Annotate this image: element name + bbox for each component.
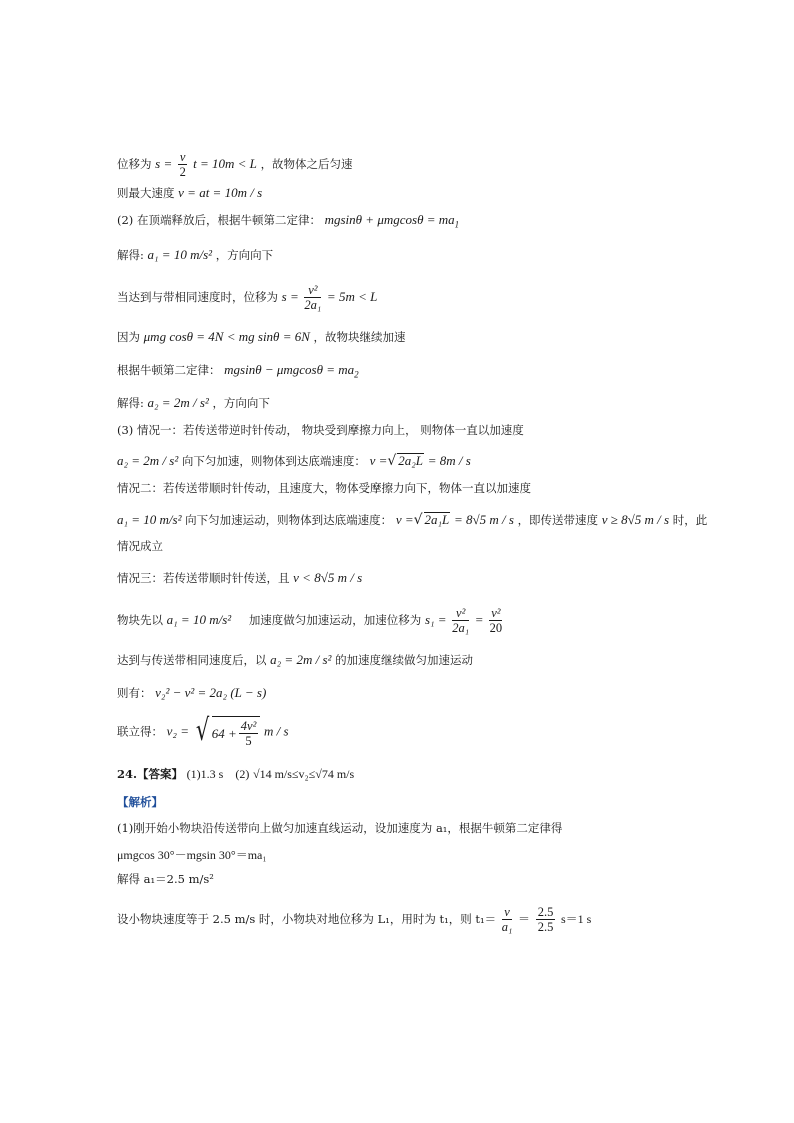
text: 解得: bbox=[117, 248, 144, 262]
formula: μmg cosθ = 4N < mg sinθ = 6N bbox=[143, 329, 310, 344]
text: 联立得： bbox=[117, 724, 163, 739]
line-analysis-solve bbox=[117, 874, 214, 886]
formula: v = bbox=[395, 512, 414, 527]
line-then bbox=[117, 686, 266, 700]
text: (1)刚开始小物块沿传送带向上做匀加速直线运动，设加速度为 a₁，根据牛顿第二定律得 bbox=[117, 821, 563, 835]
text: 当达到与带相同速度时，位移为 bbox=[117, 289, 278, 304]
answer-24 bbox=[117, 768, 354, 781]
big-sqrt: √ 64 + $\frac{\text{4v²}}{5}$ bbox=[193, 716, 261, 749]
formula: μmgcos 30°－mgsin 30°＝ma₁ bbox=[117, 848, 267, 862]
fraction: $\frac{\text{v²}}{\text{2a₁}}$ bbox=[452, 606, 470, 636]
formula: mgsinθ + μmgcosθ = ma bbox=[324, 212, 455, 227]
line-analysis-1 bbox=[117, 823, 562, 835]
formula: = 8√5 m / s bbox=[453, 512, 514, 527]
text: 解得: bbox=[117, 396, 144, 410]
line-solve-a1 bbox=[117, 248, 273, 262]
sqrt: 2a₂L bbox=[398, 453, 424, 468]
text: ，方向向下 bbox=[212, 396, 270, 410]
text: 情况二：若传送带顺时针传动，且速度大，物体受摩擦力向下，物体一直以加速度 bbox=[117, 481, 531, 495]
line-case-3-accel: 物块先以 a₁ = 10 m/s² 加速度做匀加速运动，加速位移为 s₁ = $\frac{\text{v²}}{\text{2a₁}}$ = $\frac{\text{v²}}{20}$ bbox=[117, 606, 503, 636]
text: 则最大速度 bbox=[117, 186, 175, 200]
line-combined: 联立得： v₂ = √ 64 + $\frac{\text{4v²}}{5}$ m / s bbox=[117, 713, 289, 749]
text: 物块先以 bbox=[117, 612, 163, 627]
line-analysis-time: 设小物块速度等于 2.5 m/s 时，小物块对地位移为 L₁，用时为 t₁，则 t₁＝ $\frac{v}{\text{a₁}}$ ＝ $\frac{2.5}{2.5}$ s＝1 s bbox=[117, 905, 592, 935]
fraction: $\frac{2.5}{2.5}$ bbox=[537, 905, 554, 935]
fraction: $\frac{v}{2}$ bbox=[179, 150, 186, 180]
analysis-heading: 【解析】 bbox=[117, 795, 163, 809]
formula: a₂ = 2m / s² bbox=[147, 395, 209, 410]
formula: mgsinθ − μmgcosθ = ma bbox=[224, 362, 355, 377]
formula: v ≥ 8√5 m / s bbox=[601, 512, 670, 527]
formula: v₂ = bbox=[166, 723, 189, 739]
formula: a₁ = 10 m/s² bbox=[147, 247, 213, 262]
answer-range: √14 m/s≤v₂≤√74 m/s bbox=[252, 767, 355, 781]
line-displacement bbox=[117, 150, 353, 180]
line-analysis-eq bbox=[117, 849, 267, 862]
line-case-2 bbox=[117, 483, 531, 495]
formula: s₁ = bbox=[424, 611, 447, 627]
line-same-speed bbox=[117, 283, 377, 313]
text: 时，此 bbox=[672, 513, 708, 527]
line-case-1-result: a₂ = 2m / s² 向下匀加速，则物体到达底端速度： v =√ 2a₂L = 8m / s bbox=[117, 453, 471, 469]
fraction: $\frac{\text{v²}}{20}$ bbox=[489, 606, 503, 636]
question-number: 24. bbox=[117, 767, 138, 781]
text: (3) 情况一：若传送带逆时针传动， 物块受到摩擦力向上， 则物体一直以加速度 bbox=[117, 423, 524, 437]
line-case-3 bbox=[117, 571, 362, 585]
text: 解得 a₁＝2.5 m/s² bbox=[117, 872, 214, 886]
formula: t = 10m < L bbox=[193, 155, 257, 171]
fraction: $\frac{v}{\text{a₁}}$ bbox=[501, 905, 513, 935]
line-newton-2: (2) 在顶端释放后，根据牛顿第二定律： $mgsin\theta + \mu mgcos\theta = ma_1$ bbox=[117, 212, 460, 230]
text: 根据牛顿第二定律： bbox=[117, 363, 221, 377]
formula: s = bbox=[155, 155, 173, 171]
text: 达到与传送带相同速度后，以 bbox=[117, 653, 267, 667]
text: ，故物块继续加速 bbox=[313, 330, 406, 344]
fraction: $\frac{\text{v²}}{\text{2a₁}}$ bbox=[304, 283, 322, 313]
formula: a₂ = 2m / s² bbox=[270, 652, 332, 667]
text: (2) 在顶端释放后，根据牛顿第二定律： bbox=[117, 213, 321, 227]
fraction: $\frac{\text{4v²}}{5}$ bbox=[240, 719, 257, 749]
text: 向下匀加速运动，则物体到达底端速度： bbox=[185, 513, 393, 527]
line-case-2-result: a₁ = 10 m/s² 向下匀加速运动，则物体到达底端速度： v =√ 2a₁L = 8√5 m / s ，即传送带速度 v ≥ 8√5 m / s 时，此 bbox=[117, 512, 708, 528]
text: 向下匀加速，则物体到达底端速度： bbox=[181, 454, 366, 468]
line-max-speed bbox=[117, 186, 262, 200]
line-solve-a2 bbox=[117, 396, 270, 410]
sqrt: 2a₁L bbox=[424, 512, 450, 527]
formula: v = at = 10m / s bbox=[178, 185, 263, 200]
analysis-label bbox=[117, 797, 163, 809]
formula: s = bbox=[281, 288, 299, 304]
text: 位移为 bbox=[117, 156, 152, 171]
text: ，即传送带速度 bbox=[517, 513, 599, 527]
line-because bbox=[117, 330, 406, 344]
formula: a₁ = 10 m/s² bbox=[117, 512, 182, 527]
text: 设小物块速度等于 2.5 m/s 时，小物块对地位移为 L₁，用时为 t₁，则 t₁＝ bbox=[117, 911, 497, 926]
line-case-2-valid bbox=[117, 541, 163, 553]
line-newton-2b: 根据牛顿第二定律： $mgsin\theta - \mu mgcos\theta = ma_2$ bbox=[117, 362, 359, 380]
text: 情况成立 bbox=[117, 539, 163, 553]
formula: v₂² − v² = 2a₂ (L − s) bbox=[155, 685, 267, 700]
formula: v < 8√5 m / s bbox=[293, 570, 363, 585]
text: s＝1 s bbox=[561, 911, 592, 926]
formula: a₁ = 10 m/s² bbox=[166, 611, 232, 627]
text: 因为 bbox=[117, 330, 140, 344]
text: 的加速度继续做匀加速运动 bbox=[335, 653, 474, 667]
line-case-3-continue bbox=[117, 653, 473, 667]
formula: v = bbox=[369, 453, 388, 468]
answer-text: (1)1.3 s (2) bbox=[186, 767, 250, 781]
formula: a₂ = 2m / s² bbox=[117, 453, 179, 468]
line-case-1 bbox=[117, 425, 524, 437]
text: 加速度做匀加速运动，加速位移为 bbox=[248, 612, 422, 627]
text: ，方向向下 bbox=[215, 248, 274, 262]
text: ，故物体之后匀速 bbox=[260, 156, 353, 171]
formula: = 8m / s bbox=[427, 453, 471, 468]
text: 情况三：若传送带顺时针传送，且 bbox=[117, 571, 290, 585]
formula: = 5m < L bbox=[326, 288, 378, 304]
answer-label: 【答案】 bbox=[137, 767, 184, 781]
text: 则有： bbox=[117, 686, 152, 700]
